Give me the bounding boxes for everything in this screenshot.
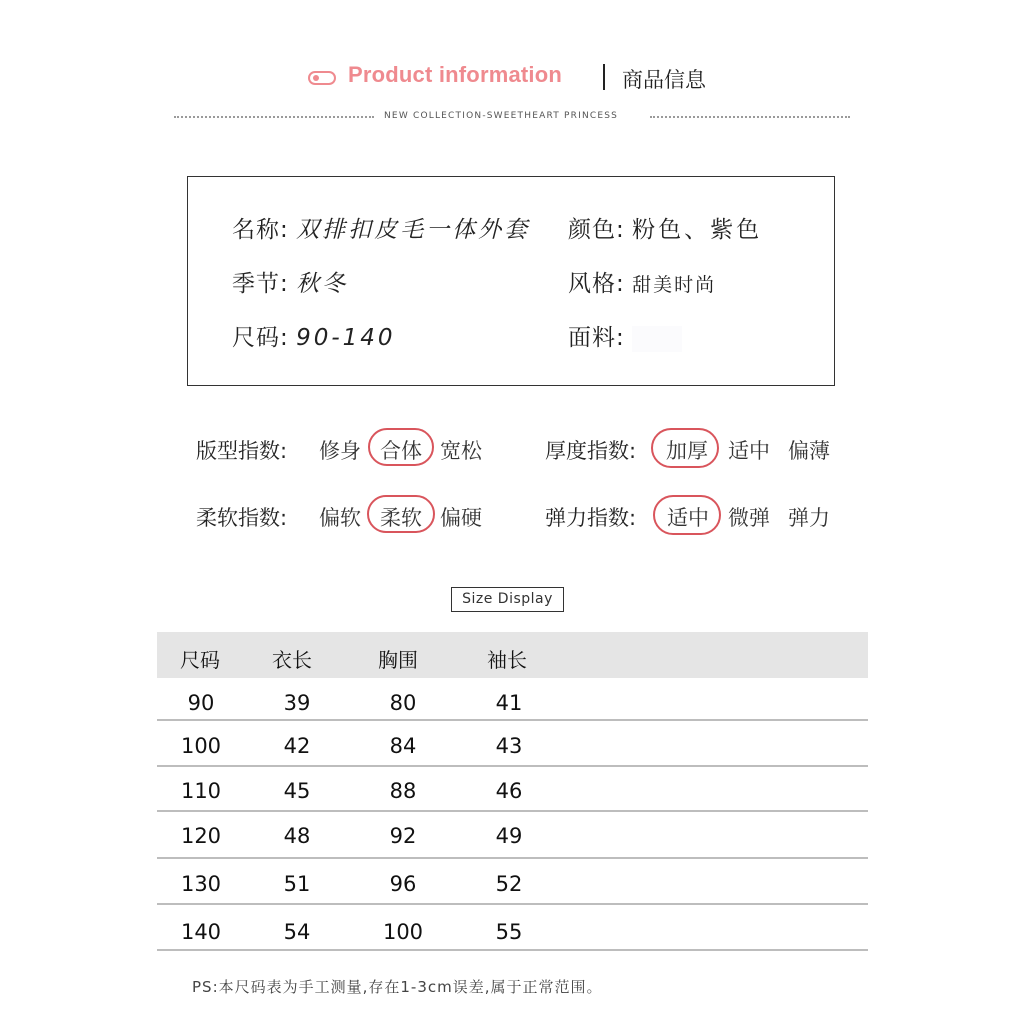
softness-index-label: 柔软指数: bbox=[196, 506, 288, 530]
info-name-label: 名称: bbox=[232, 217, 289, 243]
header-title-en: Product information bbox=[348, 62, 563, 87]
table-cell: 42 bbox=[283, 734, 311, 758]
th-chest: 胸围 bbox=[378, 648, 418, 672]
th-length: 衣长 bbox=[272, 648, 312, 672]
info-name bbox=[232, 211, 530, 244]
table-cell: 84 bbox=[389, 734, 417, 758]
table-cell: 46 bbox=[495, 779, 523, 803]
table-cell: 110 bbox=[180, 779, 222, 803]
header-title-zh: 商品信息 bbox=[622, 68, 706, 92]
table-cell: 48 bbox=[283, 824, 311, 848]
info-size-value: 90-140 bbox=[296, 325, 396, 351]
table-cell: 52 bbox=[495, 872, 523, 896]
table-cell: 120 bbox=[180, 824, 222, 848]
table-cell: 49 bbox=[495, 824, 523, 848]
table-cell: 43 bbox=[495, 734, 523, 758]
elasticity-option-2: 微弹 bbox=[728, 506, 770, 530]
header-subtitle: NEW COLLECTION-SWEETHEART PRINCESS bbox=[384, 111, 619, 121]
table-row-divider bbox=[157, 949, 868, 951]
table-cell: 130 bbox=[180, 872, 222, 896]
table-cell: 100 bbox=[180, 734, 222, 758]
elasticity-index-label: 弹力指数: bbox=[545, 506, 637, 530]
th-size: 尺码 bbox=[180, 648, 220, 672]
table-cell: 51 bbox=[283, 872, 311, 896]
dotted-divider-right bbox=[650, 116, 850, 118]
table-row-divider bbox=[157, 903, 868, 905]
thickness-option-3: 偏薄 bbox=[788, 439, 830, 463]
elasticity-option-3: 弹力 bbox=[788, 506, 830, 530]
thickness-option-2: 适中 bbox=[728, 439, 770, 463]
fit-option-3: 宽松 bbox=[440, 439, 482, 463]
table-cell: 80 bbox=[389, 691, 417, 715]
table-cell: 41 bbox=[495, 691, 523, 715]
table-cell: 96 bbox=[389, 872, 417, 896]
info-color-label: 颜色: bbox=[568, 217, 625, 243]
info-size bbox=[232, 319, 396, 352]
info-fabric-value bbox=[632, 326, 682, 352]
table-row-divider bbox=[157, 810, 868, 812]
info-color-value: 粉色、紫色 bbox=[632, 217, 763, 243]
info-season bbox=[232, 265, 348, 298]
table-cell: 140 bbox=[180, 920, 222, 944]
table-cell: 88 bbox=[389, 779, 417, 803]
table-cell: 39 bbox=[283, 691, 311, 715]
info-season-value: 秋冬 bbox=[296, 271, 349, 297]
size-display-tag: Size Display bbox=[451, 587, 564, 612]
header-divider bbox=[603, 64, 605, 90]
softness-option-2: 柔软 bbox=[380, 506, 422, 530]
table-cell: 90 bbox=[187, 691, 215, 715]
fit-index-label: 版型指数: bbox=[196, 439, 288, 463]
measurement-note: PS:本尺码表为手工测量,存在1-3cm误差,属于正常范围。 bbox=[192, 978, 603, 996]
thickness-option-1: 加厚 bbox=[666, 439, 708, 463]
table-row-divider bbox=[157, 857, 868, 859]
th-sleeve: 袖长 bbox=[487, 648, 527, 672]
table-cell: 55 bbox=[495, 920, 523, 944]
softness-option-1: 偏软 bbox=[319, 506, 361, 530]
table-cell: 100 bbox=[382, 920, 424, 944]
info-style-value: 甜美时尚 bbox=[632, 274, 717, 296]
info-size-label: 尺码: bbox=[232, 325, 289, 351]
fit-option-1: 修身 bbox=[319, 439, 361, 463]
table-cell: 45 bbox=[283, 779, 311, 803]
info-season-label: 季节: bbox=[232, 271, 289, 297]
table-cell: 92 bbox=[389, 824, 417, 848]
softness-option-3: 偏硬 bbox=[440, 506, 482, 530]
info-color bbox=[568, 211, 762, 244]
info-name-value: 双排扣皮毛一体外套 bbox=[296, 217, 531, 243]
info-style-label: 风格: bbox=[568, 271, 625, 297]
fit-option-2: 合体 bbox=[380, 439, 422, 463]
table-row-divider bbox=[157, 765, 868, 767]
thickness-index-label: 厚度指数: bbox=[545, 439, 637, 463]
table-cell: 54 bbox=[283, 920, 311, 944]
info-fabric-label: 面料: bbox=[568, 325, 625, 351]
info-style bbox=[568, 265, 716, 298]
table-row-divider bbox=[157, 719, 868, 721]
toggle-icon bbox=[308, 71, 336, 85]
dotted-divider-left bbox=[174, 116, 374, 118]
info-fabric bbox=[568, 319, 682, 352]
elasticity-option-1: 适中 bbox=[667, 506, 709, 530]
